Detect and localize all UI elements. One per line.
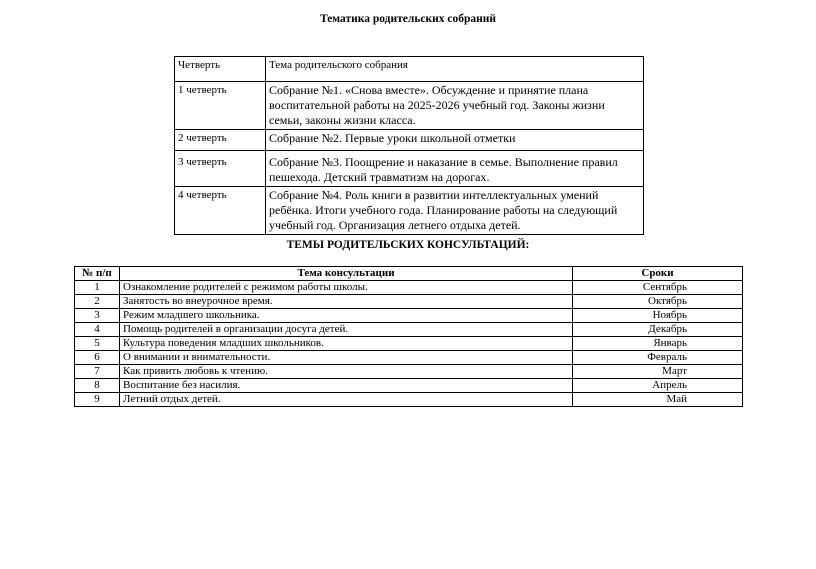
row-topic: О внимании и внимательности. bbox=[120, 351, 573, 365]
row-topic: Ознакомление родителей с режимом работы школы. bbox=[120, 281, 573, 295]
table-row bbox=[75, 351, 743, 365]
row-term: Январь bbox=[573, 337, 743, 351]
row-term: Май bbox=[573, 393, 743, 407]
row-topic: Помощь родителей в организации досуга детей. bbox=[120, 323, 573, 337]
row-topic: Летний отдых детей. bbox=[120, 393, 573, 407]
meeting-quarter: 4 четверть bbox=[175, 187, 266, 235]
row-term: Март bbox=[573, 365, 743, 379]
row-topic: Культура поведения младших школьников. bbox=[120, 337, 573, 351]
row-num: 4 bbox=[75, 323, 120, 337]
meetings-title: Тематика родительских собраний bbox=[319, 13, 497, 25]
row-num: 7 bbox=[75, 365, 120, 379]
row-num: 8 bbox=[75, 379, 120, 393]
consult-header-row bbox=[75, 267, 743, 281]
table-row bbox=[75, 393, 743, 407]
meeting-topic: Собрание №1. «Снова вместе». Обсуждение и принятие плана воспитательной работы на 2025-2026 учебный год. Законы жизни семьи, законы жизни класса. bbox=[266, 82, 644, 130]
table-row bbox=[75, 281, 743, 295]
row-topic: Как привить любовь к чтению. bbox=[120, 365, 573, 379]
row-topic: Режим младшего школьника. bbox=[120, 309, 573, 323]
header-quarter: Четверть bbox=[175, 57, 266, 82]
meeting-quarter: 1 четверть bbox=[175, 82, 266, 130]
row-term: Ноябрь bbox=[573, 309, 743, 323]
row-num: 1 bbox=[75, 281, 120, 295]
table-row bbox=[75, 365, 743, 379]
meeting-row bbox=[175, 187, 644, 235]
table-row bbox=[75, 309, 743, 323]
row-topic: Занятость во внеурочное время. bbox=[120, 295, 573, 309]
meeting-topic: Собрание №4. Роль книги в развитии интеллектуальных умений ребёнка. Итоги учебного года. Планирование работы на следующий учебный год. Организация летнего отдыха детей. bbox=[266, 187, 644, 235]
meeting-quarter: 3 четверть bbox=[175, 151, 266, 187]
row-term: Декабрь bbox=[573, 323, 743, 337]
table-row bbox=[75, 323, 743, 337]
meeting-quarter: 2 четверть bbox=[175, 130, 266, 151]
row-num: 5 bbox=[75, 337, 120, 351]
consult-table bbox=[74, 266, 743, 407]
row-term: Сентябрь bbox=[573, 281, 743, 295]
header-term: Сроки bbox=[573, 267, 743, 281]
header-topic: Тема родительского собрания bbox=[266, 57, 644, 82]
meeting-row bbox=[175, 82, 644, 130]
row-num: 2 bbox=[75, 295, 120, 309]
row-num: 6 bbox=[75, 351, 120, 365]
meetings-table bbox=[174, 56, 644, 235]
table-row bbox=[75, 337, 743, 351]
meeting-topic: Собрание №2. Первые уроки школьной отметки bbox=[266, 130, 644, 151]
header-consult-topic: Тема консультации bbox=[120, 267, 573, 281]
table-row bbox=[75, 295, 743, 309]
row-term: Октябрь bbox=[573, 295, 743, 309]
consult-title: ТЕМЫ РОДИТЕЛЬСКИХ КОНСУЛЬТАЦИЙ: bbox=[286, 239, 530, 251]
meeting-row bbox=[175, 151, 644, 187]
header-num: № п/п bbox=[75, 267, 120, 281]
meetings-header-row bbox=[175, 57, 644, 82]
row-topic: Воспитание без насилия. bbox=[120, 379, 573, 393]
row-num: 3 bbox=[75, 309, 120, 323]
row-num: 9 bbox=[75, 393, 120, 407]
meeting-topic: Собрание №3. Поощрение и наказание в семье. Выполнение правил пешехода. Детский травматизм на дорогах. bbox=[266, 151, 644, 187]
row-term: Апрель bbox=[573, 379, 743, 393]
meeting-row bbox=[175, 130, 644, 151]
table-row bbox=[75, 379, 743, 393]
row-term: Февраль bbox=[573, 351, 743, 365]
